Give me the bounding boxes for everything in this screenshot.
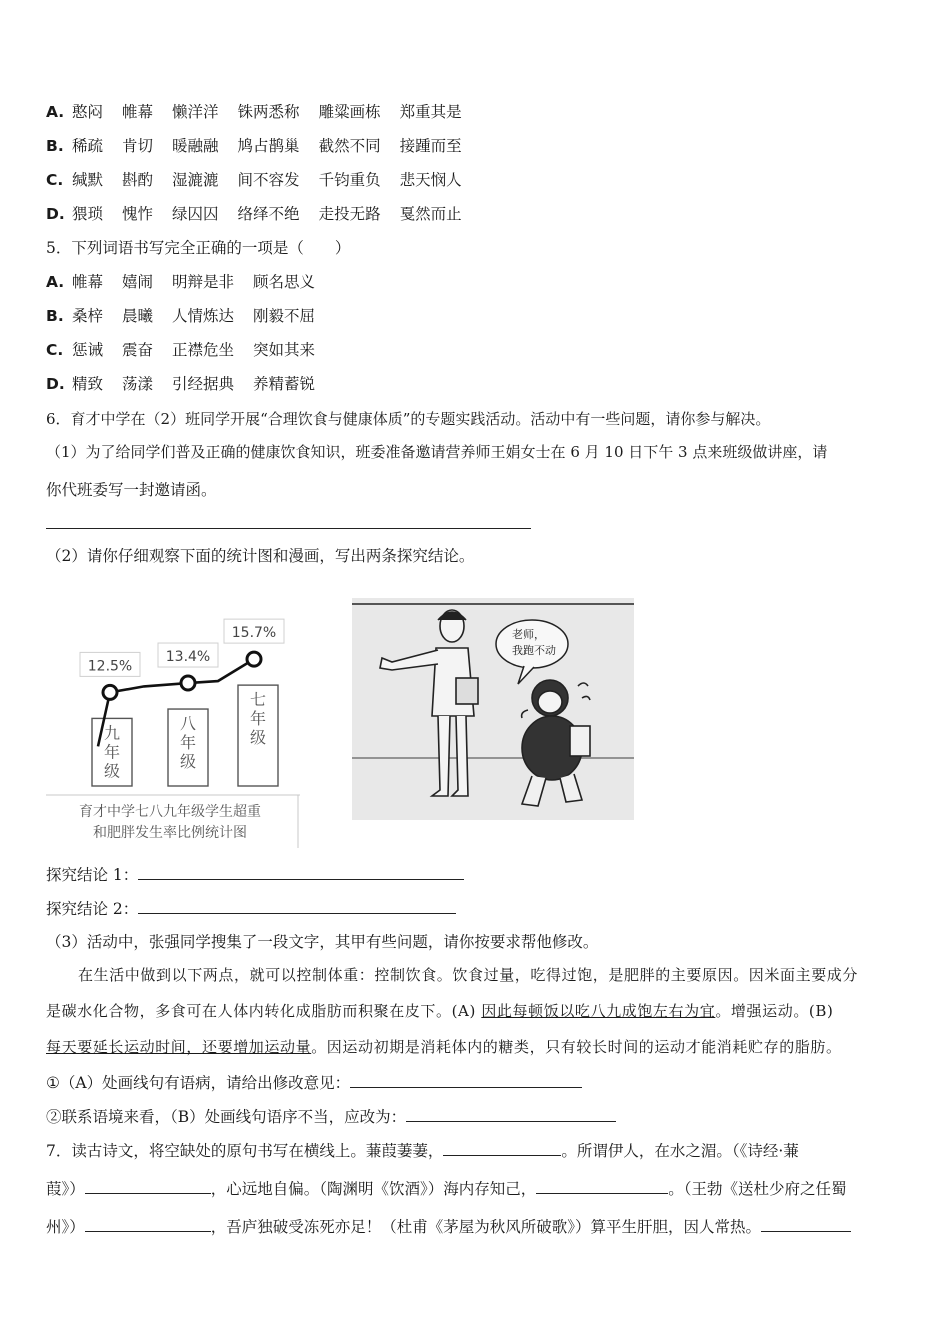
word: 惩诫 bbox=[72, 341, 104, 359]
passage-line-3: 每天要延长运动时间，还要增加运动量。因运动初期是消耗体内的糖类，只有较长时间的运动才能消耗贮存的脂肪。 bbox=[46, 1038, 842, 1056]
word: 间不容发 bbox=[237, 171, 300, 189]
word: 走投无路 bbox=[318, 205, 381, 223]
category-label-char: 级 bbox=[103, 761, 121, 781]
q7-line-1: 7．读古诗文，将空缺处的原句书写在横线上。蒹葭萋萋， 。所谓伊人，在水之湄。（《诗经·蒹 bbox=[46, 1139, 799, 1162]
category-label-char: 年 bbox=[179, 733, 197, 753]
word: 养精蓄锐 bbox=[253, 375, 316, 393]
word: 猥琐 bbox=[72, 205, 104, 223]
category-label-char: 级 bbox=[249, 728, 267, 748]
data-point-2 bbox=[181, 676, 195, 690]
word: 斟酌 bbox=[122, 171, 154, 189]
q6-sub2: ②联系语境来看，（B）处画线句语序不当，应改为： bbox=[46, 1105, 616, 1128]
category-label-char: 年 bbox=[249, 709, 267, 729]
word: 悲天悯人 bbox=[399, 171, 462, 189]
word: 桑梓 bbox=[72, 307, 104, 325]
chart-title-line1: 育才中学七八九年级学生超重 bbox=[79, 804, 261, 820]
word: 荡漾 bbox=[122, 375, 154, 393]
speech-text-line2: 我跑不动 bbox=[512, 644, 556, 657]
q5-stem: 5．下列词语书写完全正确的一项是（ ） bbox=[46, 239, 351, 257]
q6-conclusion-1: 探究结论 1： bbox=[46, 863, 464, 886]
passage-line-2: 是碳水化合物，多食可在人体内转化成脂肪而积聚在皮下。(A) 因此每顿饭以吃八九成饱左右为宜。增强运动。(B) bbox=[46, 1002, 834, 1020]
q5-option-b: B. 桑梓 晨曦 人情炼达 刚毅不屈 bbox=[46, 307, 316, 325]
word: 鸠占鹊巢 bbox=[237, 137, 300, 155]
word: 湿漉漉 bbox=[172, 171, 219, 189]
word: 刚毅不屈 bbox=[253, 307, 316, 325]
data-point-1 bbox=[103, 685, 117, 699]
word: 郑重其是 bbox=[399, 103, 462, 121]
q7-line-2: 葭》） ，心远地自偏。（陶渊明《饮酒》）海内存知己， 。（王勃《送杜少府之任蜀 bbox=[46, 1177, 847, 1200]
word: 突如其来 bbox=[253, 341, 316, 359]
q6-part1-line1: （1）为了给同学们普及正确的健康饮食知识，班委准备邀请营养师王娟女士在 6 月 10 日下午 3 点来班级做讲座，请 bbox=[46, 443, 828, 461]
word: 络绎不绝 bbox=[237, 205, 300, 223]
word: 稀疏 bbox=[72, 137, 104, 155]
word: 人情炼达 bbox=[172, 307, 235, 325]
word: 帷幕 bbox=[72, 273, 104, 291]
q4-option-b: B. 稀疏 肯切 暖融融 鸠占鹊巢 截然不同 接踵而至 bbox=[46, 137, 462, 155]
word: 憨闷 bbox=[72, 103, 104, 121]
conclusion-2-blank[interactable] bbox=[138, 897, 456, 914]
poem-blank-5[interactable] bbox=[761, 1215, 851, 1232]
value-label-2: 13.4% bbox=[165, 649, 211, 666]
value-label-3: 15.7% bbox=[231, 625, 277, 642]
q5-option-c: C. 惩诫 震奋 正襟危坐 突如其来 bbox=[46, 341, 316, 359]
word: 懒洋洋 bbox=[172, 103, 219, 121]
q5-option-d: D. 精致 荡漾 引经据典 养精蓄锐 bbox=[46, 375, 316, 393]
statistics-chart bbox=[44, 578, 306, 850]
word: 戛然而止 bbox=[399, 205, 462, 223]
underlined-sentence-b: 每天要延长运动时间，还要增加运动量 bbox=[46, 1038, 312, 1056]
word: 震奋 bbox=[122, 341, 154, 359]
underlined-sentence-a: 因此每顿饭以吃八九成饱左右为宜 bbox=[481, 1002, 716, 1020]
q4-option-d: D. 猥琐 愧怍 绿囚囚 络绎不绝 走投无路 戛然而止 bbox=[46, 205, 462, 223]
q4-option-c: C. 缄默 斟酌 湿漉漉 间不容发 千钧重负 悲天悯人 bbox=[46, 171, 462, 189]
q6-part2: （2）请你仔细观察下面的统计图和漫画，写出两条探究结论。 bbox=[46, 547, 475, 565]
q6-stem: 6．育才中学在（2）班同学开展“合理饮食与健康体质”的专题实践活动。活动中有一些问题，请你参与解决。 bbox=[46, 410, 771, 428]
passage-line-1: 在生活中做到以下两点，就可以控制体重：控制饮食。饮食过量，吃得过饱，是肥胖的主要原因。因米面主要成分 bbox=[78, 966, 859, 984]
word: 肯切 bbox=[122, 137, 154, 155]
category-label-char: 级 bbox=[179, 752, 197, 772]
word: 千钧重负 bbox=[318, 171, 381, 189]
word: 雕粱画栋 bbox=[318, 103, 381, 121]
value-label-1: 12.5% bbox=[87, 658, 133, 675]
cartoon-background bbox=[352, 598, 634, 820]
conclusion-1-blank[interactable] bbox=[138, 863, 464, 880]
poem-blank-3[interactable] bbox=[536, 1177, 668, 1194]
word: 愧怍 bbox=[122, 205, 154, 223]
word: 铢两悉称 bbox=[237, 103, 300, 121]
poem-blank-2[interactable] bbox=[85, 1177, 211, 1194]
word: 顾名思义 bbox=[253, 273, 316, 291]
word: 帷幕 bbox=[122, 103, 154, 121]
category-label-char: 九 bbox=[103, 723, 121, 743]
q7-line-3: 州》） ，吾庐独破受冻死亦足！（杜甫《茅屋为秋风所破歌》）算平生肝胆，因人常热。 bbox=[46, 1215, 851, 1238]
word: 暖融融 bbox=[172, 137, 219, 155]
q6-conclusion-2: 探究结论 2： bbox=[46, 897, 456, 920]
poem-blank-4[interactable] bbox=[85, 1215, 211, 1232]
q5-option-a: A. 帷幕 嬉闹 明辩是非 顾名思义 bbox=[46, 273, 316, 291]
word: 明辩是非 bbox=[172, 273, 235, 291]
word: 绿囚囚 bbox=[172, 205, 219, 223]
poem-blank-1[interactable] bbox=[443, 1139, 561, 1156]
sub2-blank[interactable] bbox=[406, 1105, 616, 1122]
answer-line[interactable] bbox=[46, 528, 531, 529]
q6-part1-line2: 你代班委写一封邀请函。 bbox=[46, 481, 217, 499]
word: 嬉闹 bbox=[122, 273, 154, 291]
word: 正襟危坐 bbox=[172, 341, 235, 359]
word: 引经据典 bbox=[172, 375, 235, 393]
q6-sub1: ①（A）处画线句有语病，请给出修改意见： bbox=[46, 1071, 582, 1094]
speech-text-line1: 老师， bbox=[512, 628, 545, 641]
word: 缄默 bbox=[72, 171, 104, 189]
word: 截然不同 bbox=[318, 137, 381, 155]
cartoon-teacher-student bbox=[352, 598, 634, 820]
q6-part3: （3）活动中，张强同学搜集了一段文字，其甲有些问题，请你按要求帮他修改。 bbox=[46, 933, 599, 951]
word: 接踵而至 bbox=[399, 137, 462, 155]
q4-option-a: A. 憨闷 帷幕 懒洋洋 铢两悉称 雕粱画栋 郑重其是 bbox=[46, 103, 462, 121]
category-label-char: 七 bbox=[249, 690, 267, 710]
word: 精致 bbox=[72, 375, 104, 393]
category-label-char: 年 bbox=[103, 742, 121, 762]
chart-title-line2: 和肥胖发生率比例统计图 bbox=[93, 825, 247, 841]
data-point-3 bbox=[247, 652, 261, 666]
word: 晨曦 bbox=[122, 307, 154, 325]
category-label-char: 八 bbox=[179, 714, 197, 734]
sub1-blank[interactable] bbox=[350, 1071, 582, 1088]
